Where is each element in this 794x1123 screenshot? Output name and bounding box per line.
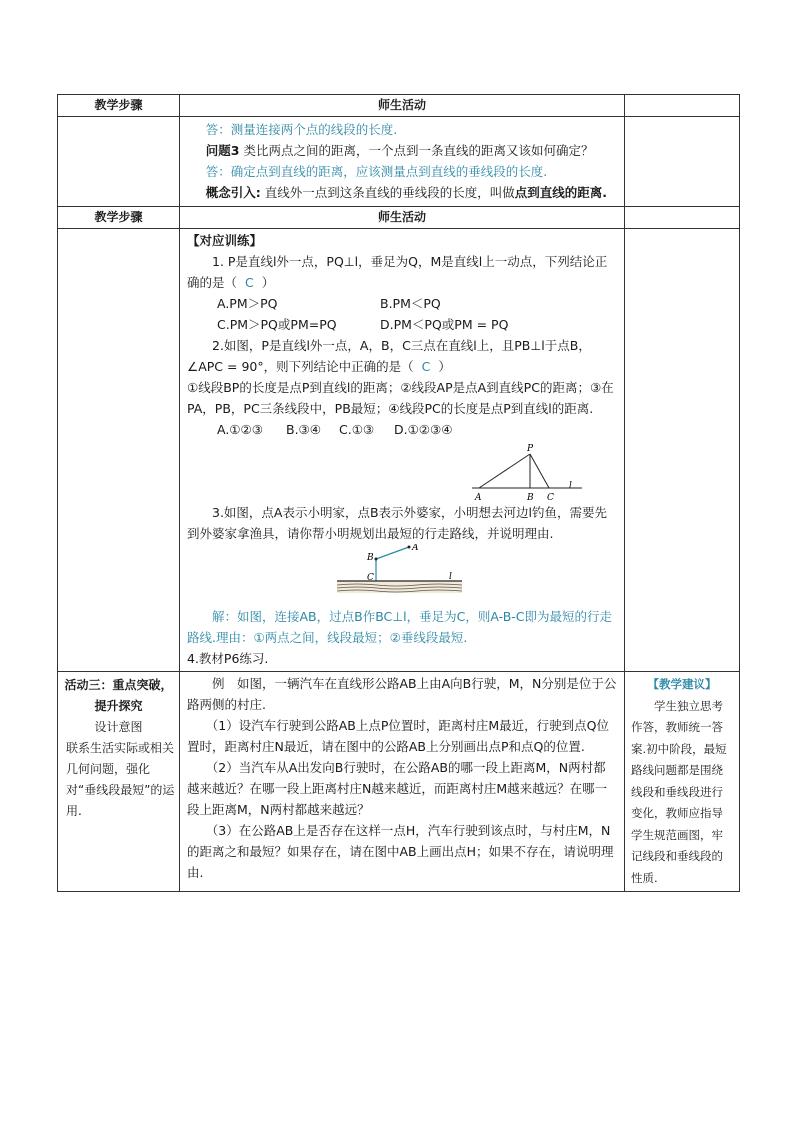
page	[57, 94, 738, 892]
point-b	[375, 558, 378, 561]
table-header-row	[58, 207, 740, 229]
option-d: D.PM＜PQ或PM = PQ	[380, 317, 509, 332]
label-b: B	[527, 493, 534, 502]
activity-title: 活动三：重点突破，提升探究	[64, 678, 173, 713]
training-cell	[180, 229, 625, 672]
label-c: C	[547, 493, 554, 502]
label-c: C	[367, 573, 374, 583]
example-part-2: （2）当汽车从A出发向B行驶时，在公路AB的哪一段上距离M，N两村都越来越近？在哪一段上距离村庄N越来越近，而距离村庄M越来越远？在哪一段上距离M，N两村都越来越远？	[187, 760, 608, 817]
label-p: P	[527, 444, 534, 454]
question-3: 3.如图，点A表示小明家，点B表示外婆家，小明想去河边l钓鱼，需要先到外婆家拿渔具，请你帮小明规划出最短的行走路线，并说明理由.	[187, 505, 608, 541]
figure-triangle	[187, 440, 618, 502]
question-2-answer: C	[421, 359, 431, 374]
option-b: B.③④	[286, 422, 321, 437]
triangle-diagram	[187, 440, 617, 502]
river-diagram	[187, 544, 617, 606]
label-l: l	[569, 481, 572, 491]
question-2-statements: ①线段BP的长度是点P到直线l的距离；②线段AP是点A到直线PC的距离；③在PA，PB，PC三条线段中，PB最短；④线段PC的长度是点P到直线l的距离.	[187, 380, 614, 416]
question-2-options	[187, 419, 618, 440]
design-intent-label: 设计意图	[94, 720, 143, 734]
lesson-table-1	[57, 94, 740, 207]
activity-cell	[180, 117, 625, 207]
header-empty	[625, 95, 740, 117]
header-empty	[625, 207, 740, 229]
segment-pc	[530, 454, 549, 488]
header-activities: 师生活动	[180, 95, 625, 117]
question-1-answer: C	[245, 275, 254, 290]
figure-river	[187, 544, 618, 606]
point-a	[408, 546, 411, 549]
option-c: C.①③	[339, 422, 375, 437]
answer-2: 答：确定点到直线的距离，应该测量点到直线的垂线段的长度.	[205, 164, 548, 179]
table-header-row	[58, 95, 740, 117]
option-b: B.PM＜PQ	[380, 296, 441, 311]
label-b: B	[367, 553, 374, 563]
segment-ab	[376, 547, 409, 559]
example-intro: 例 如图，一辆汽车在直线形公路AB上由A向B行驶，M，N分别是位于公路两侧的村庄.	[187, 676, 617, 712]
question-4: 4.教材P6练习.	[187, 651, 269, 666]
segment-pa	[479, 454, 530, 488]
example-cell	[180, 672, 625, 892]
answer-1: 答：测量连接两个点的线段的长度.	[205, 122, 398, 137]
header-activities: 师生活动	[180, 207, 625, 229]
suggestion-title: 【教学建议】	[647, 677, 717, 691]
teaching-suggestion-cell	[625, 672, 740, 892]
label-l: l	[449, 572, 452, 582]
table-row	[58, 672, 740, 892]
question-3: 问题3 类比两点之间的距离，一个点到一条直线的距离又该如何确定？	[205, 143, 594, 158]
design-intent-text: 联系生活实际或相关几何问题，强化对“垂线段最短”的运用.	[66, 741, 175, 818]
example-part-3: （3）在公路AB上是否存在这样一点H，汽车行驶到该点时，与村庄M，N的距离之和最短？如果存在，请在图中AB上画出点H；如果不存在，请说明理由.	[187, 823, 614, 880]
question-1-options-row-1	[187, 293, 618, 314]
table-row	[58, 229, 740, 672]
question-1: 1. P是直线l外一点，PQ⊥l，垂足为Q，M是直线l上一动点，下列结论正确的是（ C ）	[187, 254, 608, 290]
option-a: A.①②③	[217, 422, 263, 437]
suggestion-body: 学生独立思考作答，教师统一答案.初中阶段，最短路线问题都是围绕线段和垂线段进行变化，教师应指导学生规范画图，牢记线段和垂线段的性质.	[631, 698, 727, 885]
header-teaching-steps: 教学步骤	[58, 207, 180, 229]
example-part-1: （1）设汽车行驶到公路AB上点P位置时，距离村庄M最近，行驶到点Q位置时，距离村庄N最近，请在图中的公路AB上分别画出点P和点Q的位置.	[187, 718, 609, 754]
question-3-solution: 解：如图，连接AB，过点B作BC⊥l，垂足为C，则A-B-C即为最短的行走路线.理由：①两点之间，线段最短；②垂线段最短.	[187, 609, 613, 645]
option-d: D.①②③④	[394, 422, 453, 437]
label-a: A	[412, 544, 419, 553]
training-title: 【对应训练】	[187, 233, 263, 248]
lesson-table-2	[57, 206, 740, 892]
activity-three-cell	[58, 672, 180, 892]
question-1-options-row-2	[187, 314, 618, 335]
option-a: A.PM＞PQ	[217, 296, 278, 311]
label-a: A	[475, 493, 482, 502]
option-c: C.PM＞PQ或PM=PQ	[217, 317, 337, 332]
table-row	[58, 117, 740, 207]
question-2: 2.如图，P是直线l外一点，A，B，C三点在直线l上，且PB⊥l于点B，∠APC = 90°，则下列结论中正确的是（ C ）	[187, 338, 591, 374]
header-teaching-steps: 教学步骤	[58, 95, 180, 117]
concept-intro: 概念引入: 直线外一点到这条直线的垂线段的长度，叫做点到直线的距离.	[205, 185, 607, 200]
